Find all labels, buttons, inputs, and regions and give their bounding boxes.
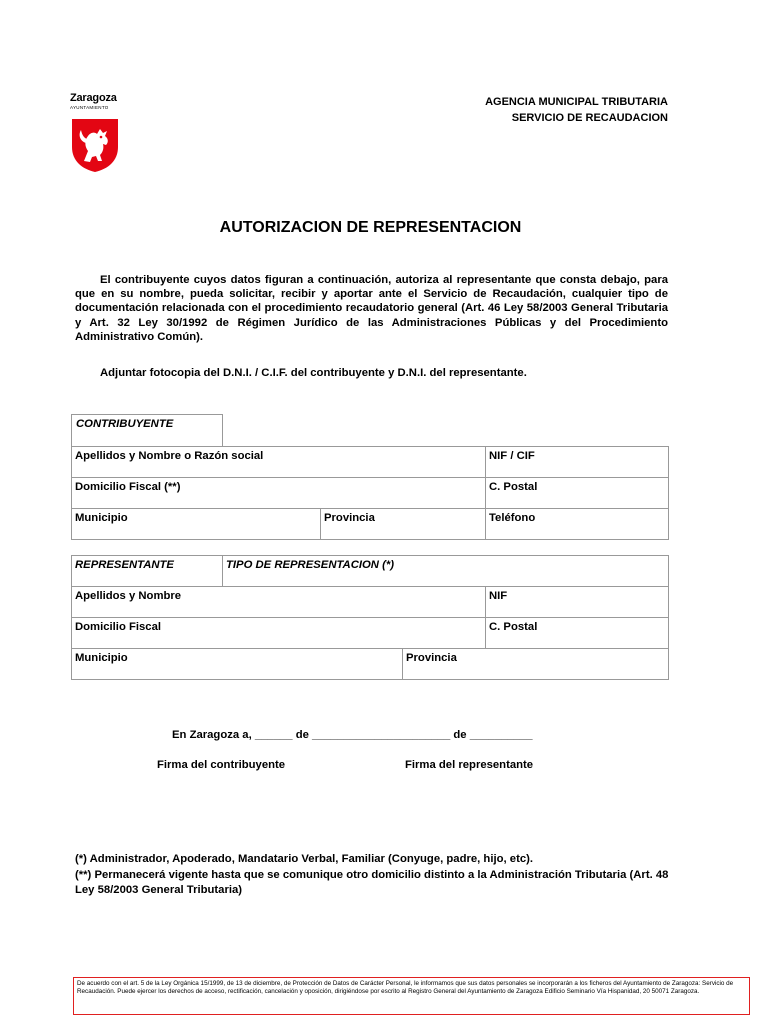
zaragoza-logo xyxy=(70,92,126,174)
authorization-paragraph: El contribuyente cuyos datos figuran a continuación, autoriza al representante que consta debajo, para que en su nombre, pueda solicitar, recibir y aportar ante el Servicio de Recaudación, cualquier tipo de documentación relacionada con el procedimiento recaudatorio general (Art. 46 Ley 58/2003 General Tributaria y Art. 32 Ley 30/1992 de Régimen Jurídico de las Administraciones Públicas y del Procedimiento Administrativo Común). xyxy=(75,274,668,343)
contribuyente-address-field[interactable]: Domicilio Fiscal (**) xyxy=(75,481,181,493)
contribuyente-city-field[interactable]: Municipio xyxy=(75,512,128,524)
representante-address-field[interactable]: Domicilio Fiscal xyxy=(75,621,162,633)
contribuyente-name-field[interactable]: Apellidos y Nombre o Razón social xyxy=(75,450,264,462)
logo-subtitle: AYUNTAMIENTO xyxy=(70,105,109,110)
service-name: SERVICIO DE RECAUDACION xyxy=(511,112,668,124)
contribuyente-postal-field[interactable]: C. Postal xyxy=(489,481,538,493)
contribuyente-phone-field[interactable]: Teléfono xyxy=(489,512,536,524)
logo-city-name: Zaragoza xyxy=(70,92,117,104)
representante-province-field[interactable]: Provincia xyxy=(406,652,457,664)
representante-section-header: REPRESENTANTE xyxy=(75,559,174,571)
contribuyente-section-header: CONTRIBUYENTE xyxy=(71,414,223,447)
taxpayer-signature-label: Firma del contribuyente xyxy=(157,759,286,771)
footnote-address-validity: (**) Permanecerá vigente hasta que se comunique otro domicilio distinto a la Administración Tributaria (Art. 48 Ley 58/2003 General Tributaria) xyxy=(75,868,669,896)
representante-postal-field[interactable]: C. Postal xyxy=(489,621,538,633)
footnotes xyxy=(75,852,675,899)
place-date-line[interactable]: En Zaragoza a, ______ de ______________________ de __________ xyxy=(172,729,533,741)
representation-type-field[interactable]: TIPO DE REPRESENTACION (*) xyxy=(226,559,395,571)
privacy-notice: De acuerdo con el art. 5 de la Ley Orgánica 15/1999, de 13 de diciembre, de Protección de Datos de Carácter Personal, le informamos que sus datos personales se incorporarán a los ficheros del Ayuntamiento de Zaragoza: Servicio de Recaudación. Puede ejercer los derechos de acceso, rectificación, cancelación y oposición, dirigiéndose por escrito al Registro General del Ayuntamiento de Zaragoza Edificio Seminario Vía Hispanidad, 20 50071 Zaragoza. xyxy=(73,977,750,1015)
representante-name-field[interactable]: Apellidos y Nombre xyxy=(75,590,182,602)
agency-name: AGENCIA MUNICIPAL TRIBUTARIA xyxy=(485,96,668,108)
attachment-note: Adjuntar fotocopia del D.N.I. / C.I.F. del contribuyente y D.N.I. del representante. xyxy=(100,367,527,379)
contribuyente-province-field[interactable]: Provincia xyxy=(324,512,375,524)
contribuyente-nif-field[interactable]: NIF / CIF xyxy=(489,450,535,462)
representante-city-field[interactable]: Municipio xyxy=(75,652,128,664)
footnote-representation-types: (*) Administrador, Apoderado, Mandatario Verbal, Familiar (Conyuge, padre, hijo, etc). xyxy=(75,853,534,865)
document-title: AUTORIZACION DE REPRESENTACION xyxy=(219,219,522,236)
lion-shield-icon xyxy=(70,117,120,173)
representative-signature-label: Firma del representante xyxy=(405,759,534,771)
representante-nif-field[interactable]: NIF xyxy=(489,590,508,602)
